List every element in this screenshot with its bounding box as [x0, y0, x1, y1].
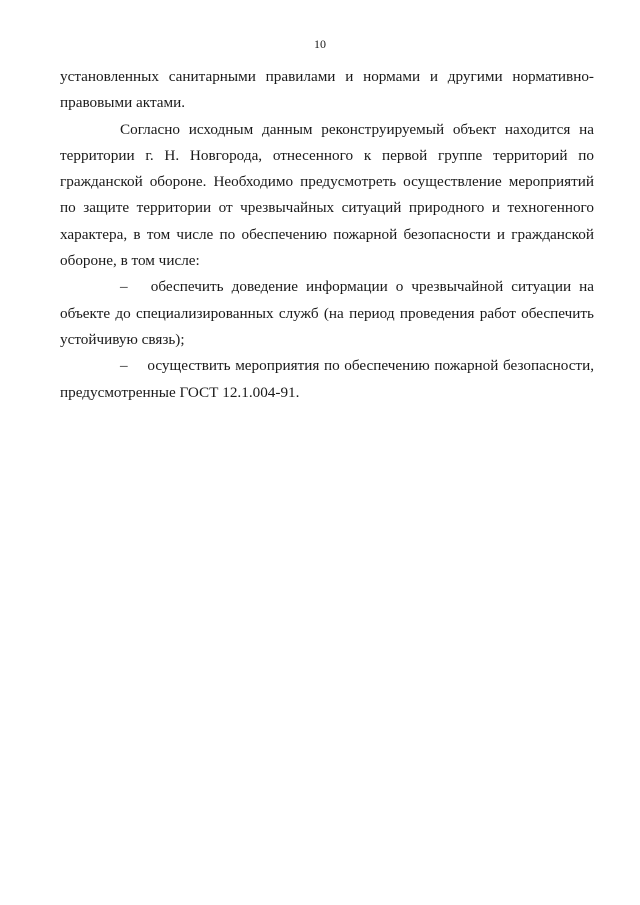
- body-text: [60, 64, 594, 406]
- page-number: 10: [314, 37, 326, 51]
- list-item-information: – обеспечить доведение информации о чрезвычайной ситуации на объекте до специализированных служб (на период проведения работ обеспечить устойчивую связь);: [60, 278, 594, 348]
- paragraph-main: Согласно исходным данным реконструируемый объект находится на территории г. Н. Новгорода, отнесенного к первой группе территорий по гражданской обороне. Необходимо предусмотреть осуществление мероприятий по защите территории от чрезвычайных ситуаций природного и техногенного характера, в том числе по обеспечению пожарной безопасности и гражданской обороне, в том числе:: [60, 120, 594, 270]
- paragraph-continuation: установленных санитарными правилами и нормами и другими нормативно-правовыми актами.: [60, 68, 594, 112]
- list-item-fire-safety: – осуществить мероприятия по обеспечению пожарной безопасности, предусмотренные ГОСТ 12.1.004-91.: [60, 357, 594, 401]
